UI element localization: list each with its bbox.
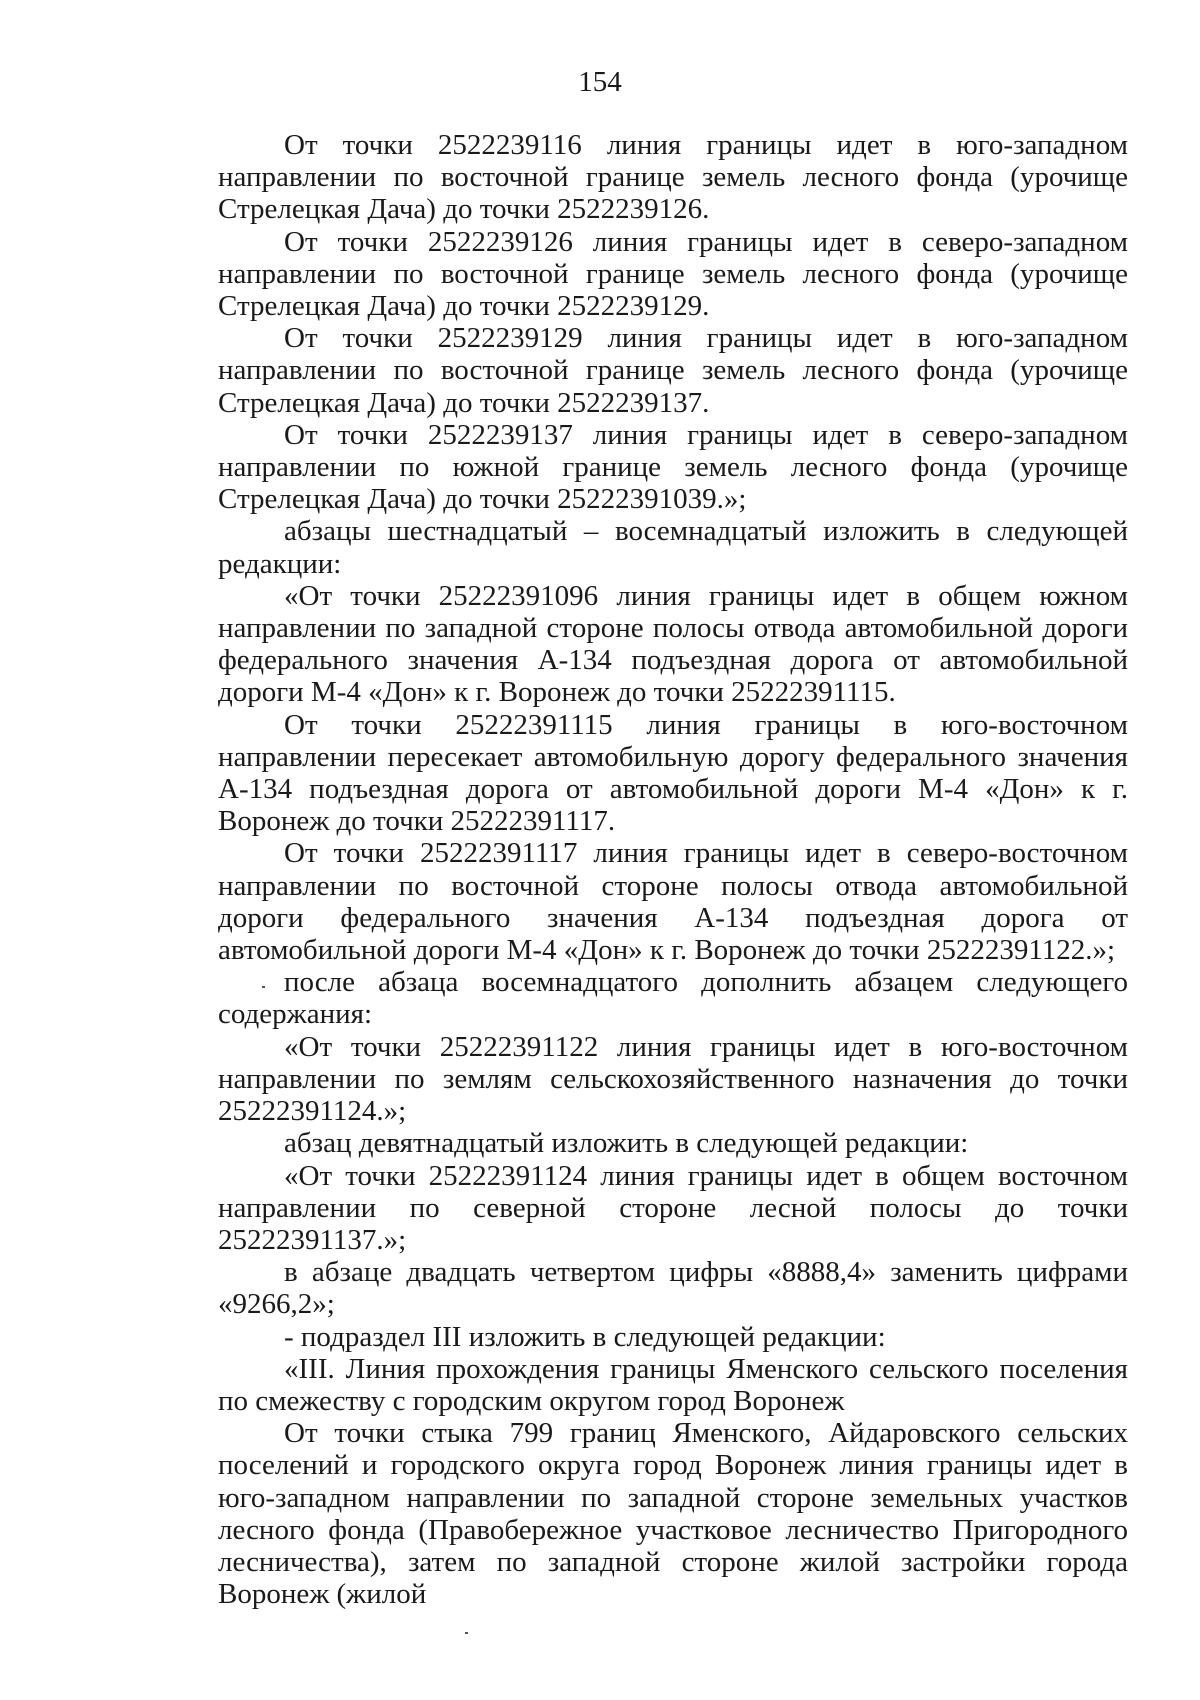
paragraph: От точки 25222391117 линия границы идет в северо-восточном направлении по восточной стороне полосы отвода автомобильной дороги федерального значения А-134 подъездная дорога от автомобильной дороги М-4 «Дон» к г. Воронеж до точки 25222391122.»; [218, 837, 1128, 967]
page-number: 154 [578, 66, 622, 98]
scan-speck [262, 986, 265, 988]
paragraph: От точки 2522239116 линия границы идет в юго-западном направлении по восточной границе земель лесного фонда (урочище Стрелецкая Дача) до точки 2522239126. [218, 129, 1128, 226]
paragraph: абзац девятнадцатый изложить в следующей редакции: [284, 1127, 969, 1160]
paragraph: - подраздел III изложить в следующей редакции: [284, 1320, 886, 1353]
paragraph: От точки 2522239137 линия границы идет в северо-западном направлении по южной границе земель лесного фонда (урочище Стрелецкая Дача) до точки 25222391039.»; [218, 418, 1128, 516]
section-heading: «III. Линия прохождения границы Яменского сельского поселения по смежеству с городским округом город Воронеж [218, 1352, 1128, 1417]
paragraph: «От точки 25222391096 линия границы идет в общем южном направлении по западной стороне полосы отвода автомобильной дороги федерального значения А-134 подъездная дорога от автомобильной дороги М-4 «Дон» к г. Воронеж до точки 25222391115. [218, 579, 1128, 709]
paragraph: в абзаце двадцать четвертом цифры «8888,4» заменить цифрами «9266,2»; [218, 1256, 1128, 1321]
paragraph: От точки 2522239129 линия границы идет в юго-западном направлении по восточной границе земель лесного фонда (урочище Стрелецкая Дача) до точки 2522239137. [218, 322, 1128, 419]
paragraph: От точки 25222391115 линия границы в юго-восточном направлении пересекает автомобильную дорогу федерального значения А-134 подъездная дорога от автомобильной дороги М-4 «Дон» к г. Воронеж до точки 25222391117. [218, 708, 1128, 838]
paragraph: «От точки 25222391124 линия границы идет в общем восточном направлении по северной стороне лесной полосы до точки 25222391137.»; [218, 1159, 1128, 1256]
paragraph: после абзаца восемнадцатого дополнить абзацем следующего содержания: [218, 966, 1128, 1031]
paragraph: абзацы шестнадцатый – восемнадцатый изложить в следующей редакции: [218, 515, 1128, 580]
document-body [218, 129, 1128, 1610]
paragraph: От точки 2522239126 линия границы идет в северо-западном направлении по восточной границе земель лесного фонда (урочище Стрелецкая Дача) до точки 2522239129. [218, 225, 1128, 323]
paragraph: От точки стыка 799 границ Яменского, Айдаровского сельских поселений и городского округа город Воронеж линия границы идет в юго-западном направлении по западной стороне земельных участков лесного фонда (Правобережное участковое лесничество Пригородного лесничества), затем по западной стороне жилой застройки города Воронеж (жилой [218, 1417, 1128, 1611]
scan-speck [465, 1632, 468, 1634]
paragraph: «От точки 25222391122 линия границы идет в юго-восточном направлении по землям сельскохозяйственного назначения до точки 25222391124.»; [218, 1030, 1128, 1128]
